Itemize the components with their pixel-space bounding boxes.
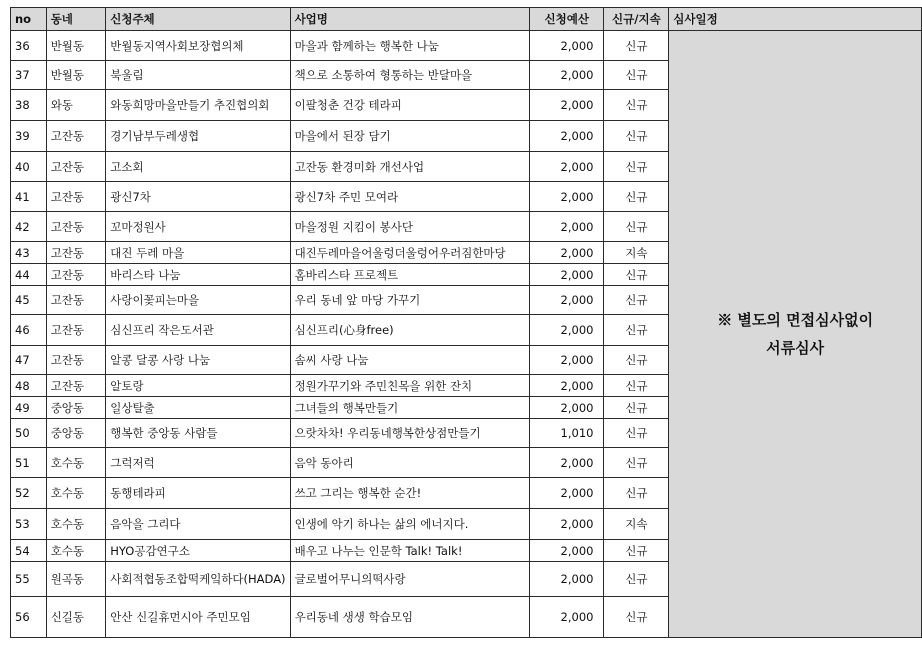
header-no: no bbox=[11, 8, 47, 31]
row-project: 우리동네 생생 학습모임 bbox=[290, 597, 529, 638]
row-project: 마을에서 된장 담기 bbox=[290, 121, 529, 152]
row-type: 신규 bbox=[604, 397, 669, 419]
row-dong: 호수동 bbox=[46, 540, 106, 562]
row-project: 솜씨 사랑 나눔 bbox=[290, 346, 529, 375]
row-no: 48 bbox=[11, 375, 47, 397]
row-applicant: 광신7차 bbox=[106, 182, 290, 212]
row-dong: 고잔동 bbox=[46, 242, 106, 264]
row-dong: 고잔동 bbox=[46, 346, 106, 375]
row-dong: 고잔동 bbox=[46, 264, 106, 286]
row-budget: 2,000 bbox=[530, 90, 604, 121]
row-budget: 2,000 bbox=[530, 286, 604, 315]
row-type: 지속 bbox=[604, 242, 669, 264]
row-no: 55 bbox=[11, 562, 47, 597]
row-budget: 2,000 bbox=[530, 31, 604, 61]
schedule-note-line2: 서류심사 bbox=[766, 339, 825, 357]
row-no: 44 bbox=[11, 264, 47, 286]
row-applicant: 꼬마정원사 bbox=[106, 212, 290, 242]
row-dong: 고잔동 bbox=[46, 286, 106, 315]
row-no: 43 bbox=[11, 242, 47, 264]
row-budget: 1,010 bbox=[530, 419, 604, 448]
row-dong: 고잔동 bbox=[46, 152, 106, 182]
header-project: 사업명 bbox=[290, 8, 529, 31]
row-type: 신규 bbox=[604, 315, 669, 346]
header-type: 신규/지속 bbox=[604, 8, 669, 31]
row-project: 정원가꾸기와 주민친목을 위한 잔치 bbox=[290, 375, 529, 397]
row-type: 신규 bbox=[604, 346, 669, 375]
row-applicant: 일상탈출 bbox=[106, 397, 290, 419]
row-budget: 2,000 bbox=[530, 346, 604, 375]
row-project: 음악 동아리 bbox=[290, 448, 529, 478]
row-applicant: 바리스타 나눔 bbox=[106, 264, 290, 286]
row-dong: 중앙동 bbox=[46, 397, 106, 419]
row-project: 이팔청춘 건강 테라피 bbox=[290, 90, 529, 121]
row-type: 신규 bbox=[604, 448, 669, 478]
row-type: 신규 bbox=[604, 152, 669, 182]
row-no: 52 bbox=[11, 478, 47, 509]
row-type: 신규 bbox=[604, 286, 669, 315]
row-type: 신규 bbox=[604, 478, 669, 509]
row-applicant: 그럭저럭 bbox=[106, 448, 290, 478]
row-project: 쓰고 그리는 행복한 순간! bbox=[290, 478, 529, 509]
row-type: 신규 bbox=[604, 90, 669, 121]
row-type: 신규 bbox=[604, 212, 669, 242]
row-project: 광신7차 주민 모여라 bbox=[290, 182, 529, 212]
row-dong: 호수동 bbox=[46, 478, 106, 509]
row-type: 신규 bbox=[604, 121, 669, 152]
row-budget: 2,000 bbox=[530, 315, 604, 346]
row-applicant: 반월동지역사회보장협의체 bbox=[106, 31, 290, 61]
row-no: 50 bbox=[11, 419, 47, 448]
row-dong: 고잔동 bbox=[46, 212, 106, 242]
row-budget: 2,000 bbox=[530, 152, 604, 182]
row-no: 36 bbox=[11, 31, 47, 61]
row-applicant: 와동희망마을만들기 추진협의회 bbox=[106, 90, 290, 121]
row-applicant: 고소회 bbox=[106, 152, 290, 182]
row-dong: 중앙동 bbox=[46, 419, 106, 448]
row-no: 46 bbox=[11, 315, 47, 346]
row-applicant: 음악을 그리다 bbox=[106, 509, 290, 540]
header-applicant: 신청주체 bbox=[106, 8, 290, 31]
row-type: 신규 bbox=[604, 562, 669, 597]
row-no: 53 bbox=[11, 509, 47, 540]
row-type: 신규 bbox=[604, 31, 669, 61]
row-no: 47 bbox=[11, 346, 47, 375]
schedule-note bbox=[669, 31, 922, 638]
row-dong: 와동 bbox=[46, 90, 106, 121]
row-budget: 2,000 bbox=[530, 264, 604, 286]
row-project: 글로벌어무니의떡사랑 bbox=[290, 562, 529, 597]
row-no: 45 bbox=[11, 286, 47, 315]
row-project: 홈바리스타 프로젝트 bbox=[290, 264, 529, 286]
row-no: 54 bbox=[11, 540, 47, 562]
row-type: 신규 bbox=[604, 597, 669, 638]
row-no: 51 bbox=[11, 448, 47, 478]
row-no: 40 bbox=[11, 152, 47, 182]
row-dong: 고잔동 bbox=[46, 182, 106, 212]
row-budget: 2,000 bbox=[530, 121, 604, 152]
header-row bbox=[11, 8, 922, 31]
row-project: 대진두레마을어울렁더울렁어우러짐한마당 bbox=[290, 242, 529, 264]
row-dong: 호수동 bbox=[46, 509, 106, 540]
row-project: 마을과 함께하는 행복한 나눔 bbox=[290, 31, 529, 61]
row-applicant: 알토랑 bbox=[106, 375, 290, 397]
row-no: 41 bbox=[11, 182, 47, 212]
row-budget: 2,000 bbox=[530, 509, 604, 540]
row-dong: 원곡동 bbox=[46, 562, 106, 597]
row-type: 신규 bbox=[604, 540, 669, 562]
row-applicant: 안산 신길휴먼시아 주민모임 bbox=[106, 597, 290, 638]
row-dong: 반월동 bbox=[46, 61, 106, 90]
application-table bbox=[10, 7, 922, 638]
row-type: 신규 bbox=[604, 375, 669, 397]
row-budget: 2,000 bbox=[530, 597, 604, 638]
row-project: 인생에 악기 하나는 삶의 에너지다. bbox=[290, 509, 529, 540]
row-applicant: 사회적협동조합떡케잌하다(HADA) bbox=[106, 562, 290, 597]
row-budget: 2,000 bbox=[530, 478, 604, 509]
row-applicant: 심신프리 작은도서관 bbox=[106, 315, 290, 346]
row-no: 37 bbox=[11, 61, 47, 90]
row-applicant: 경기남부두레생협 bbox=[106, 121, 290, 152]
header-schedule: 심사일정 bbox=[669, 8, 922, 31]
row-project: 으랏차차! 우리동네행복한상점만들기 bbox=[290, 419, 529, 448]
row-budget: 2,000 bbox=[530, 562, 604, 597]
row-budget: 2,000 bbox=[530, 61, 604, 90]
row-type: 신규 bbox=[604, 182, 669, 212]
row-project: 우리 동네 앞 마당 가꾸기 bbox=[290, 286, 529, 315]
row-type: 신규 bbox=[604, 419, 669, 448]
row-applicant: 동행테라피 bbox=[106, 478, 290, 509]
row-dong: 고잔동 bbox=[46, 315, 106, 346]
row-budget: 2,000 bbox=[530, 212, 604, 242]
row-project: 심신프리(心身free) bbox=[290, 315, 529, 346]
row-budget: 2,000 bbox=[530, 448, 604, 478]
header-dong: 동네 bbox=[46, 8, 106, 31]
row-dong: 반월동 bbox=[46, 31, 106, 61]
row-project: 그녀들의 행복만들기 bbox=[290, 397, 529, 419]
row-type: 신규 bbox=[604, 264, 669, 286]
row-no: 42 bbox=[11, 212, 47, 242]
row-dong: 신길동 bbox=[46, 597, 106, 638]
row-project: 배우고 나누는 인문학 Talk! Talk! bbox=[290, 540, 529, 562]
row-applicant: 사랑이꽃피는마을 bbox=[106, 286, 290, 315]
row-budget: 2,000 bbox=[530, 242, 604, 264]
header-budget: 신청예산 bbox=[530, 8, 604, 31]
row-applicant: 행복한 중앙동 사람들 bbox=[106, 419, 290, 448]
row-budget: 2,000 bbox=[530, 375, 604, 397]
row-applicant: HYO공감연구소 bbox=[106, 540, 290, 562]
row-applicant: 북울림 bbox=[106, 61, 290, 90]
row-applicant: 대진 두레 마을 bbox=[106, 242, 290, 264]
row-dong: 고잔동 bbox=[46, 375, 106, 397]
row-budget: 2,000 bbox=[530, 182, 604, 212]
row-budget: 2,000 bbox=[530, 540, 604, 562]
row-type: 지속 bbox=[604, 509, 669, 540]
row-no: 39 bbox=[11, 121, 47, 152]
row-project: 고잔동 환경미화 개선사업 bbox=[290, 152, 529, 182]
row-no: 56 bbox=[11, 597, 47, 638]
row-budget: 2,000 bbox=[530, 397, 604, 419]
row-project: 책으로 소통하여 형통하는 반달마을 bbox=[290, 61, 529, 90]
row-applicant: 알콩 달콩 사랑 나눔 bbox=[106, 346, 290, 375]
table-row bbox=[11, 31, 922, 61]
row-no: 38 bbox=[11, 90, 47, 121]
row-no: 49 bbox=[11, 397, 47, 419]
schedule-note-line1: ※ 별도의 면접심사없이 bbox=[717, 311, 874, 329]
row-project: 마을정원 지킴이 봉사단 bbox=[290, 212, 529, 242]
row-dong: 호수동 bbox=[46, 448, 106, 478]
row-dong: 고잔동 bbox=[46, 121, 106, 152]
row-type: 신규 bbox=[604, 61, 669, 90]
